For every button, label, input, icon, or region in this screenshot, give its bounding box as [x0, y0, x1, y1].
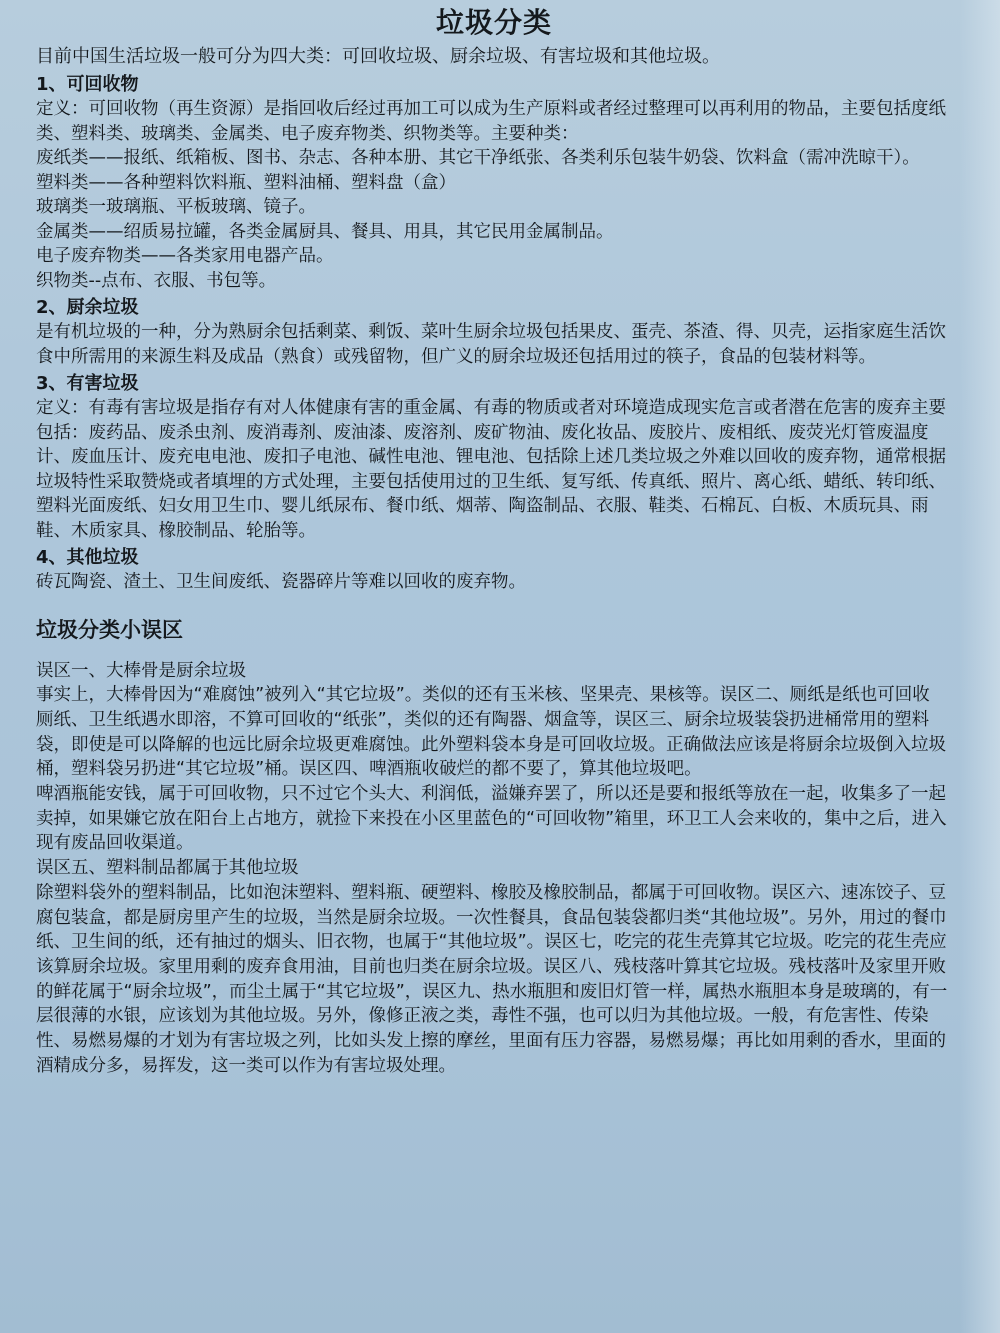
misconception-paragraph: 误区一、大棒骨是厨余垃圾: [36, 660, 246, 681]
recyclable-paper: 废纸类——报纸、纸箱板、图书、杂志、各种本册、其它干净纸张、各类利乐包装牛奶袋、饮料盒（需冲洗晾干）。: [36, 148, 920, 168]
recyclable-plastic: 塑料类——各种塑料饮料瓶、塑料油桶、塑料盘（盒）: [36, 172, 456, 193]
misconceptions-title: 垃圾分类小误区: [36, 617, 183, 642]
recyclable-glass: 玻璃类一玻璃瓶、平板玻璃、镜子。: [36, 197, 316, 217]
section-misconceptions: [36, 615, 952, 1079]
intro-text: 目前中国生活垃圾一般可分为四大类：可回收垃圾、厨余垃圾、有害垃圾和其他垃圾。: [36, 46, 720, 67]
kitchen-waste-text: 是有机垃圾的一种，分为熟厨余包括剩菜、剩饭、菜叶生厨余垃圾包括果皮、蛋壳、茶渣、得、贝壳，运指家庭生活饮食中所需用的来源生料及成品（熟食）或残留物，但广义的厨余垃圾还包括用过的筷子，食品的包装材料等。: [36, 322, 946, 367]
recyclable-electronic: 电子废弃物类——各类家用电器产品。: [36, 246, 334, 266]
recyclable-metal: 金属类——绍质易拉罐，各类金属厨具、餐具、用具，其它民用金属制品。: [36, 221, 614, 242]
page-edge-shadow: [960, 0, 1000, 1333]
misconception-paragraph: 除塑料袋外的塑料制品，比如泡沫塑料、塑料瓶、硬塑料、橡胶及橡胶制品，都属于可回收物。误区六、速冻饺子、豆腐包装盒，都是厨房里产生的垃圾，当然是厨余垃圾。一次性餐具，食品包装袋都归类“其他垃圾”。另外，用过的餐巾纸、卫生间的纸，还有抽过的烟头、旧衣物，也属于“其他垃圾”。误区七，吃完的花生壳算其它垃圾。吃完的花生壳应该算厨余垃圾。家里用剩的废弃食用油，目前也归类在厨余垃圾。误区八、残枝落叶算其它垃圾。残枝落叶及家里开败的鲜花属于“厨余垃圾”，而尘土属于“其它垃圾”，误区九、热水瓶胆和废旧灯管一样，属热水瓶胆本身是玻璃的，有一层很薄的水银，应该划为其他垃圾。另外，像修正液之类，毒性不强，也可以归为其他垃圾。一般，有危害性、传染性、易燃易爆的才划为有害垃圾之列，比如头发上擦的摩丝，里面有压力容器，易燃易爆；再比如用剩的香水，里面的酒精成分多，易挥发，这一类可以作为有害垃圾处理。: [36, 882, 948, 1076]
misconception-paragraph: 误区五、塑料制品都属于其他垃圾: [36, 858, 299, 879]
hazardous-waste-text: 定义：有毒有害垃圾是指存有对人体健康有害的重金属、有毒的物质或者对环境造成现实危言或者潜在危害的废弃主要包括：废药品、废杀虫剂、废消毒剂、废油漆、废溶剂、废矿物油、废化妆品、废胶片、废相纸、废荧光灯管废温度计、废血压计、废充电电池、废扣子电池、碱性电池、锂电池、包括除上述几类垃圾之外难以回收的废弃物，通常根据垃圾特性采取赞烧或者填埋的方式处理，主要包括使用过的卫生纸、复写纸、传真纸、照片、离心纸、蜡纸、转印纸、塑料光面废纸、妇女用卫生巾、婴儿纸尿布、餐巾纸、烟蒂、陶盗制品、衣服、鞋类、石棉瓦、白板、木质玩具、雨鞋、木质家具、橡胶制品、轮胎等。: [36, 398, 946, 541]
section-heading: 1、可回收物: [36, 74, 139, 95]
misconception-paragraph: 事实上，大棒骨因为“难腐蚀”被列入“其它垃圾”。类似的还有玉米核、坚果壳、果核等。误区二、厕纸是纸也可回收: [36, 685, 930, 706]
section-kitchen-waste: [36, 295, 952, 369]
section-recyclable: [36, 72, 952, 293]
misconception-paragraph: 啤酒瓶能安钱，属于可回收物，只不过它个头大、利润低，溢嫌弃罢了，所以还是要和报纸等放在一起，收集多了一起卖掉，如果嫌它放在阳台上占地方，就捡下来投在小区里蓝色的“可回收物”箱里，环卫工人会来收的，集中之后，进入现有废品回收渠道。: [36, 784, 947, 854]
section-heading: 2、厨余垃圾: [36, 297, 139, 318]
recyclable-textile: 织物类--点布、衣服、书包等。: [36, 270, 277, 291]
section-heading: 3、有害垃圾: [36, 373, 139, 394]
misconception-paragraph: 厕纸、卫生纸遇水即溶，不算可回收的“纸张”，类似的还有陶器、烟盒等，误区三、厨余垃圾装袋扔进桶常用的塑料袋，即使是可以降解的也远比厨余垃圾更难腐蚀。此外塑料袋本身是可回收垃圾。正确做法应该是将厨余垃圾倒入垃圾桶，塑料袋另扔进“其它垃圾”桶。误区四、啤酒瓶收破烂的都不要了，算其他垃圾吧。: [36, 709, 946, 780]
recyclable-definition: 定义：可回收物（再生资源）是指回收后经过再加工可以成为生产原料或者经过整理可以再利用的物品，主要包括度纸类、塑料类、玻璃类、金属类、电子废弃物类、织物类等。主要种类：: [36, 99, 946, 144]
other-waste-text: 砖瓦陶瓷、渣土、卫生间废纸、瓷器碎片等难以回收的废弃物。: [36, 572, 526, 592]
document-title: 垃圾分类: [435, 6, 552, 39]
section-heading: 4、其他垃圾: [36, 547, 139, 568]
section-hazardous-waste: [36, 371, 952, 543]
section-other-waste: [36, 545, 952, 595]
